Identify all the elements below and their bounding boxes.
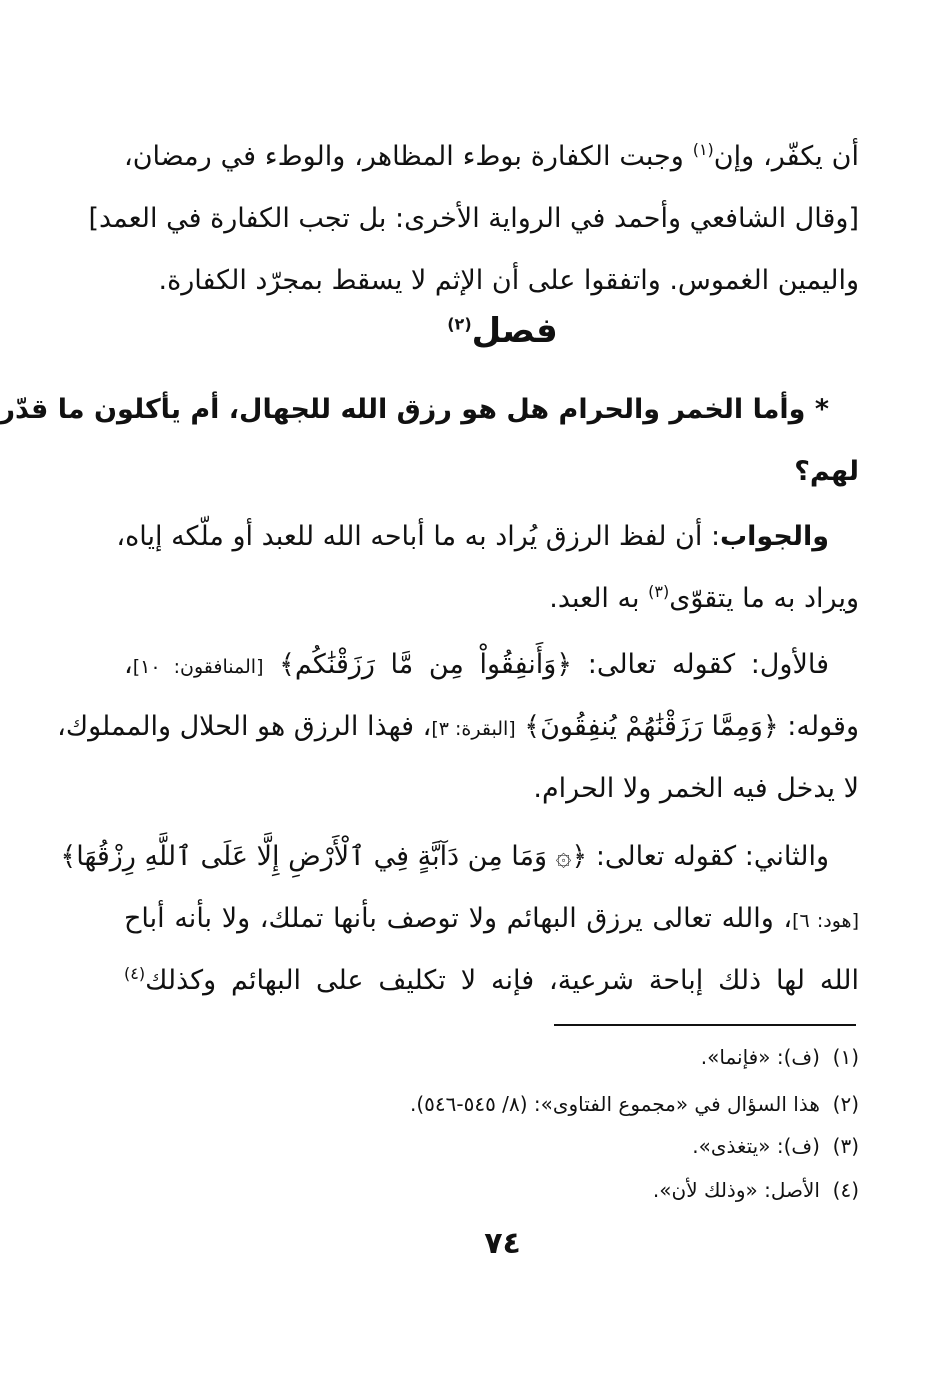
footnote-text: الأصل: «وذلك لأن». [652, 1178, 820, 1202]
answer-paragraph [116, 506, 859, 630]
page-number: ٧٤ [484, 1226, 521, 1261]
section-heading [66, 306, 939, 356]
text-line: أن يكفّر، وإن$^{(١)}$ وجبت الكفارة بوطء المظاهر، والوطء في رمضان، [124, 140, 860, 172]
text-line: لا يدخل فيه الخمر ولا الحرام. [533, 773, 859, 804]
footnote-divider [554, 1024, 856, 1026]
text-line: وقوله: ﴿وَمِمَّا رَزَقْنَٰهُمْ يُنفِقُونَ﴾ [البقرة: ٣]، فهذا الرزق هو الحلال والمملوك، [57, 711, 859, 742]
footnote-text: هذا السؤال في «مجموع الفتاوى»: (٨/ ٥٤٥-٥٤٦). [409, 1092, 820, 1116]
text-line: الله لها ذلك إباحة شرعية، فإنه لا تكليف على البهائم وكذلك$^{(٤)}$ [124, 964, 859, 996]
answer-lead: والجواب [720, 521, 829, 552]
heading-title: فصل [471, 311, 558, 351]
footnote-ref-3[interactable]: (٣) [648, 582, 670, 601]
footnote-text: (ف): «يتغذى». [692, 1134, 820, 1158]
footnote-ref-1[interactable]: (١) [692, 140, 714, 159]
footnote-ref-4[interactable]: (٤) [124, 964, 146, 983]
quran-citation: [المنافقون: ١٠] [132, 656, 264, 678]
quran-citation: [هود: ٦] [792, 910, 859, 932]
text-line: ويراد به ما يتقوّى$^{(٣)}$ به العبد. [549, 582, 859, 614]
text-line: * وأما الخمر والحرام هل هو رزق الله للجهال، أم يأكلون ما قدّر [0, 394, 829, 425]
footnote-number: (١) [832, 1045, 859, 1069]
question-paragraph [0, 379, 859, 503]
text-line: والجواب: أن لفظ الرزق يُراد به ما أباحه الله للعبد أو ملّكه إياه، [116, 521, 829, 552]
text-line: [وقال الشافعي وأحمد في الرواية الأخرى: بل تجب الكفارة في العمد] [88, 203, 859, 234]
quran-citation: [البقرة: ٣] [431, 718, 516, 740]
footnote-number: (٣) [832, 1134, 859, 1158]
footnote-text: (ف): «فإنما». [700, 1045, 820, 1069]
text-line: لهم؟ [794, 456, 859, 487]
footnote-4 [219, 1173, 859, 1207]
footnote-2 [219, 1087, 859, 1121]
text-line: واليمين الغموس. واتفقوا على أن الإثم لا يسقط بمجرّد الكفارة. [158, 265, 859, 296]
text-line: والثاني: كقوله تعالى: ﴿۞ وَمَا مِن دَآبَّةٍ فِي ٱلْأَرْضِ إِلَّا عَلَى ٱللَّهِ رِزْقُهَا﴾ [60, 841, 829, 872]
footnote-1 [219, 1040, 859, 1074]
footnote-3 [219, 1129, 859, 1163]
second-meaning-paragraph [60, 826, 859, 1012]
footnote-number: (٤) [832, 1178, 859, 1202]
first-meaning-paragraph [57, 634, 859, 820]
paragraph-continuation [88, 126, 860, 312]
text-line: [هود: ٦]، والله تعالى يرزق البهائم ولا توصف بأنها تملك، ولا بأنه أباح [124, 903, 859, 934]
footnote-number: (٢) [832, 1092, 859, 1116]
footnote-ref-2[interactable]: (٢) [447, 314, 472, 334]
text-line: فالأول: كقوله تعالى: ﴿وَأَنفِقُواْ مِن مَّا رَزَقْنَٰكُم﴾ [المنافقون: ١٠]، [124, 649, 829, 680]
